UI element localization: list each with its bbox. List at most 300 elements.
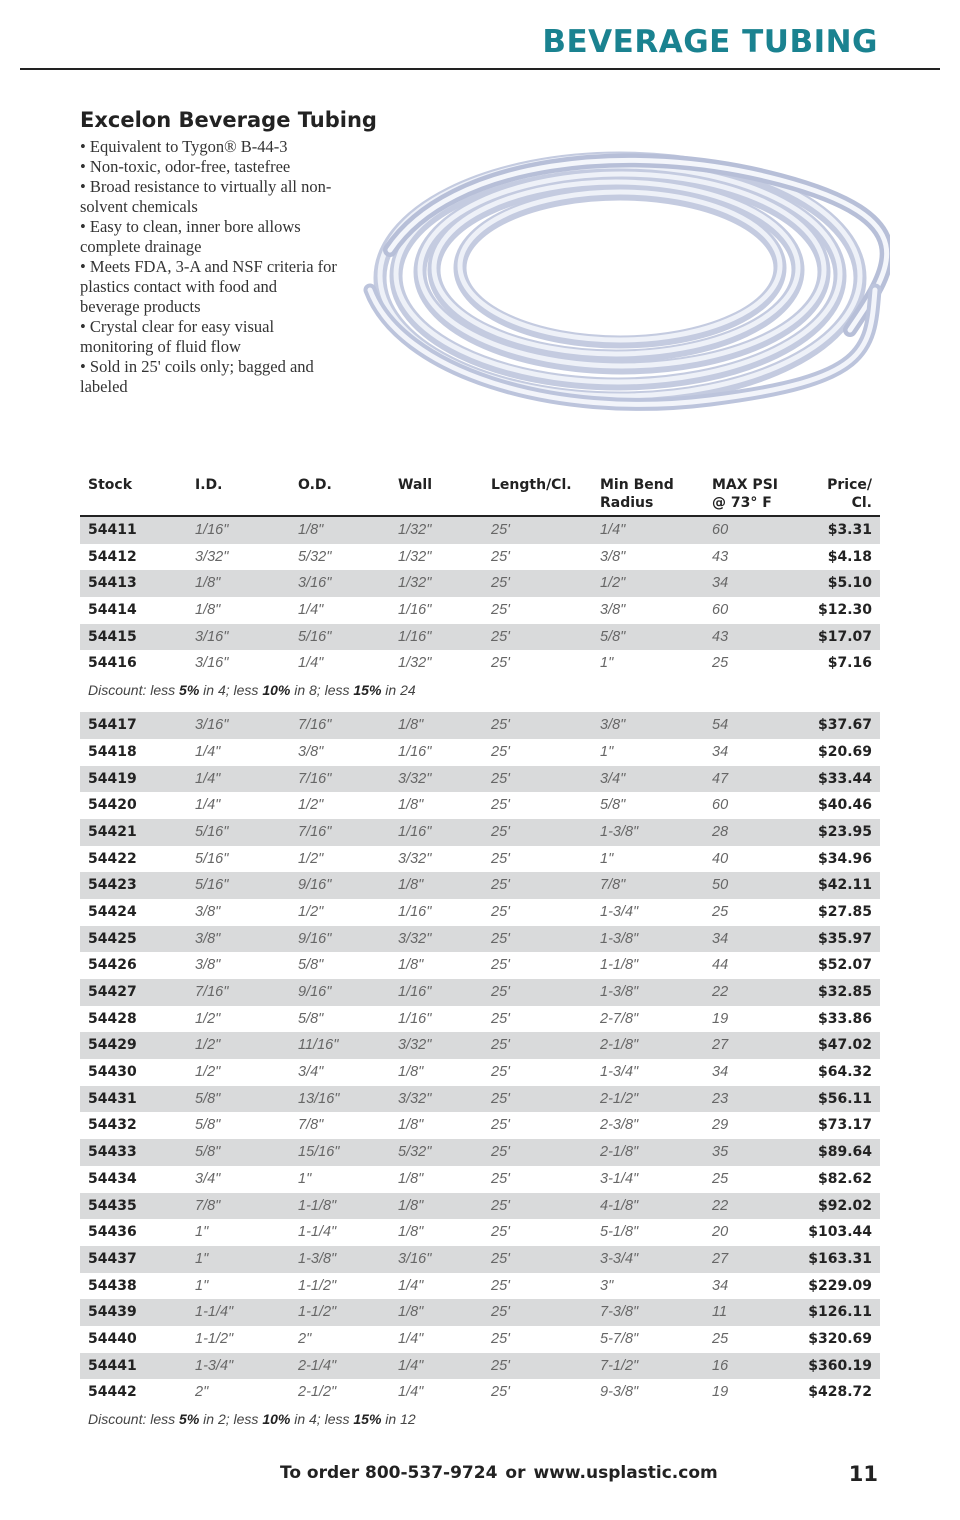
id-cell: 3/16"	[195, 628, 229, 645]
od-cell: 9/16"	[298, 930, 332, 947]
price-cell: $42.11	[817, 877, 872, 894]
order-info	[280, 1463, 718, 1483]
max-psi-cell: 27	[712, 1250, 729, 1267]
bend-radius-cell: 5/8"	[600, 797, 626, 814]
id-cell: 7/8"	[195, 1197, 221, 1214]
length-cell: 25'	[491, 850, 510, 867]
discount-note-1	[80, 677, 880, 705]
stock-cell: 54424	[88, 903, 137, 920]
feature-item: • Sold in 25' coils only; bagged and labeled	[80, 357, 314, 396]
bend-radius-cell: 1-3/8"	[600, 984, 639, 1000]
wall-cell: 1/8"	[398, 1197, 424, 1214]
price-cell: $92.02	[817, 1197, 872, 1214]
table-row	[80, 1086, 880, 1113]
od-cell: 1/2"	[298, 903, 324, 920]
id-cell: 5/16"	[195, 823, 229, 840]
feature-item: • Broad resistance to virtually all non-solvent chemicals	[80, 177, 332, 216]
discount-text: in 12	[381, 1411, 416, 1427]
wall-cell: 3/32"	[398, 930, 432, 947]
length-cell: 25'	[491, 522, 510, 538]
table-row	[80, 1059, 880, 1086]
id-cell: 1/8"	[195, 602, 221, 619]
max-psi-cell: 23	[712, 1090, 729, 1107]
wall-cell: 1/4"	[398, 1357, 424, 1374]
id-cell: 1/4"	[195, 797, 221, 814]
wall-cell: 1/4"	[398, 1277, 424, 1294]
length-cell: 25'	[491, 770, 510, 787]
length-cell: 25'	[491, 1250, 510, 1267]
bend-radius-cell: 2-3/8"	[600, 1117, 639, 1134]
stock-cell: 54417	[88, 717, 137, 734]
id-cell: 1-3/4"	[195, 1357, 234, 1374]
tubing-table	[80, 473, 880, 1434]
bend-radius-cell: 1-3/8"	[600, 823, 639, 840]
stock-cell: 54416	[88, 655, 137, 672]
title-rule	[20, 68, 940, 70]
max-psi-cell: 34	[712, 743, 729, 760]
col-length: Length/Cl.	[491, 477, 572, 493]
price-cell: $52.07	[817, 957, 872, 974]
max-psi-cell: 11	[712, 1304, 728, 1321]
table-row	[80, 1112, 880, 1139]
id-cell: 1"	[195, 1224, 209, 1241]
max-psi-cell: 29	[712, 1117, 729, 1134]
wall-cell: 1/16"	[398, 743, 432, 760]
wall-cell: 1/32"	[398, 548, 432, 565]
price-cell: $320.69	[808, 1330, 872, 1347]
length-cell: 25'	[491, 877, 510, 894]
discount-text: in 2; less	[199, 1411, 263, 1427]
stock-cell: 54412	[88, 548, 137, 565]
id-cell: 1"	[195, 1250, 209, 1267]
id-cell: 1/16"	[195, 522, 229, 538]
bend-radius-cell: 1-3/8"	[600, 930, 639, 947]
stock-cell: 54418	[88, 743, 137, 760]
length-cell: 25'	[491, 743, 510, 760]
id-cell: 7/16"	[195, 984, 229, 1000]
length-cell: 25'	[491, 797, 510, 814]
discount-percent: 5%	[179, 1411, 200, 1427]
stock-cell: 54430	[88, 1064, 137, 1081]
table-row	[80, 792, 880, 819]
wall-cell: 3/32"	[398, 770, 432, 787]
wall-cell: 3/32"	[398, 850, 432, 867]
stock-cell: 54429	[88, 1037, 137, 1054]
id-cell: 3/16"	[195, 717, 229, 734]
table-row	[80, 739, 880, 766]
wall-cell: 3/16"	[398, 1250, 432, 1267]
bend-radius-cell: 3/8"	[600, 548, 626, 565]
length-cell: 25'	[491, 930, 510, 947]
bend-radius-cell: 7/8"	[600, 877, 626, 894]
od-cell: 1-3/8"	[298, 1250, 337, 1267]
length-cell: 25'	[491, 984, 510, 1000]
max-psi-cell: 16	[712, 1357, 729, 1374]
col-price	[827, 476, 872, 512]
id-cell: 5/16"	[195, 877, 229, 894]
wall-cell: 5/32"	[398, 1144, 432, 1161]
length-cell: 25'	[491, 575, 510, 592]
price-cell: $47.02	[817, 1037, 872, 1054]
bend-radius-cell: 4-1/8"	[600, 1197, 639, 1214]
col-max-psi-line2: @ 73° F	[712, 495, 772, 511]
price-cell: $17.07	[817, 628, 872, 645]
table-row	[80, 1006, 880, 1033]
price-cell: $32.85	[817, 984, 872, 1000]
wall-cell: 1/8"	[398, 1064, 424, 1081]
max-psi-cell: 54	[712, 717, 729, 734]
od-cell: 1/2"	[298, 850, 324, 867]
table-row	[80, 517, 880, 544]
discount-text: in 8; less	[290, 682, 354, 699]
table-row	[80, 819, 880, 846]
length-cell: 25'	[491, 1357, 510, 1374]
bend-radius-cell: 1"	[600, 743, 614, 760]
price-cell: $27.85	[817, 903, 872, 920]
feature-item: • Meets FDA, 3-A and NSF criteria for plastics contact with food and beverage products	[80, 257, 337, 316]
wall-cell: 1/8"	[398, 957, 424, 974]
stock-cell: 54420	[88, 797, 137, 814]
website-link[interactable]: www.usplastic.com	[533, 1463, 718, 1483]
wall-cell: 1/16"	[398, 903, 432, 920]
bend-radius-cell: 1"	[600, 850, 614, 867]
max-psi-cell: 19	[712, 1010, 729, 1027]
od-cell: 13/16"	[298, 1090, 340, 1107]
id-cell: 1/4"	[195, 743, 221, 760]
max-psi-cell: 22	[712, 984, 729, 1000]
stock-cell: 54419	[88, 770, 137, 787]
od-cell: 5/32"	[298, 548, 332, 565]
discount-text: in 4; less	[199, 682, 263, 699]
bend-radius-cell: 1-3/4"	[600, 1064, 639, 1081]
wall-cell: 1/4"	[398, 1330, 424, 1347]
max-psi-cell: 43	[712, 628, 729, 645]
price-cell: $40.46	[817, 797, 872, 814]
bend-radius-cell: 9-3/8"	[600, 1384, 639, 1401]
discount-percent: 15%	[353, 682, 382, 699]
price-cell: $37.67	[817, 717, 872, 734]
bend-radius-cell: 1"	[600, 655, 614, 672]
price-cell: $5.10	[827, 575, 872, 592]
bend-radius-cell: 3"	[600, 1277, 614, 1294]
stock-cell: 54442	[88, 1384, 137, 1401]
table-row	[80, 624, 880, 651]
table-row	[80, 597, 880, 624]
price-cell: $3.31	[827, 522, 872, 538]
price-cell: $56.11	[817, 1090, 872, 1107]
page-title: BEVERAGE TUBING	[542, 24, 878, 60]
col-wall: Wall	[398, 477, 432, 493]
max-psi-cell: 25	[712, 1330, 729, 1347]
table-header	[80, 473, 880, 515]
wall-cell: 1/16"	[398, 984, 432, 1000]
discount-percent: 10%	[262, 682, 291, 699]
price-cell: $103.44	[808, 1224, 872, 1241]
od-cell: 5/8"	[298, 1010, 324, 1027]
length-cell: 25'	[491, 1144, 510, 1161]
discount-percent: 5%	[179, 682, 200, 699]
stock-cell: 54411	[88, 522, 137, 538]
max-psi-cell: 40	[712, 850, 729, 867]
length-cell: 25'	[491, 1197, 510, 1214]
wall-cell: 1/8"	[398, 877, 424, 894]
max-psi-cell: 60	[712, 602, 729, 619]
order-or: or	[505, 1463, 526, 1483]
discount-text: in 24	[381, 682, 416, 699]
bend-radius-cell: 3/8"	[600, 717, 626, 734]
length-cell: 25'	[491, 1117, 510, 1134]
feature-item: • Crystal clear for easy visual monitoring of fluid flow	[80, 317, 275, 356]
feature-list	[80, 137, 338, 397]
table-row	[80, 1193, 880, 1220]
table-row	[80, 1166, 880, 1193]
length-cell: 25'	[491, 717, 510, 734]
id-cell: 1/2"	[195, 1010, 221, 1027]
wall-cell: 3/32"	[398, 1037, 432, 1054]
wall-cell: 1/32"	[398, 522, 432, 538]
length-cell: 25'	[491, 1090, 510, 1107]
col-max-psi	[712, 476, 778, 512]
wall-cell: 1/32"	[398, 575, 432, 592]
bend-radius-cell: 5/8"	[600, 628, 626, 645]
discount-note-2	[80, 1406, 880, 1434]
length-cell: 25'	[491, 1170, 510, 1187]
wall-cell: 1/16"	[398, 1010, 432, 1027]
bend-radius-cell: 5-1/8"	[600, 1224, 639, 1241]
stock-cell: 54425	[88, 930, 137, 947]
max-psi-cell: 25	[712, 903, 729, 920]
bend-radius-cell: 5-7/8"	[600, 1330, 639, 1347]
max-psi-cell: 50	[712, 877, 729, 894]
max-psi-cell: 34	[712, 930, 729, 947]
od-cell: 11/16"	[298, 1037, 339, 1054]
discount-percent: 15%	[353, 1411, 382, 1427]
id-cell: 5/8"	[195, 1144, 221, 1161]
max-psi-cell: 34	[712, 575, 729, 592]
discount-text: Discount: less	[88, 682, 180, 699]
id-cell: 3/4"	[195, 1170, 221, 1187]
price-cell: $4.18	[827, 548, 872, 565]
od-cell: 9/16"	[298, 984, 332, 1000]
table-row	[80, 1273, 880, 1300]
stock-cell: 54414	[88, 602, 137, 619]
wall-cell: 1/8"	[398, 797, 424, 814]
bend-radius-cell: 2-7/8"	[600, 1010, 639, 1027]
wall-cell: 1/16"	[398, 602, 432, 619]
length-cell: 25'	[491, 1224, 510, 1241]
od-cell: 1-1/2"	[298, 1277, 337, 1294]
od-cell: 5/16"	[298, 628, 332, 645]
table-row	[80, 544, 880, 571]
price-cell: $229.09	[808, 1277, 872, 1294]
price-cell: $33.44	[817, 770, 872, 787]
id-cell: 3/8"	[195, 903, 221, 920]
od-cell: 1"	[298, 1170, 312, 1187]
id-cell: 1/4"	[195, 770, 221, 787]
max-psi-cell: 34	[712, 1277, 729, 1294]
max-psi-cell: 34	[712, 1064, 729, 1081]
od-cell: 15/16"	[298, 1144, 340, 1161]
table-row	[80, 926, 880, 953]
wall-cell: 1/32"	[398, 655, 432, 672]
stock-cell: 54421	[88, 823, 137, 840]
feature-item: • Easy to clean, inner bore allows complete drainage	[80, 217, 301, 256]
id-cell: 1"	[195, 1277, 209, 1294]
max-psi-cell: 44	[712, 957, 729, 974]
od-cell: 1-1/4"	[298, 1224, 337, 1241]
od-cell: 3/4"	[298, 1064, 324, 1081]
stock-cell: 54439	[88, 1304, 137, 1321]
stock-cell: 54435	[88, 1197, 137, 1214]
table-row	[80, 1246, 880, 1273]
table-row	[80, 766, 880, 793]
col-min-bend-line1: Min Bend	[600, 477, 674, 493]
feature-item: • Equivalent to Tygon® B-44-3	[80, 137, 288, 156]
price-cell: $73.17	[817, 1117, 872, 1134]
stock-cell: 54438	[88, 1277, 137, 1294]
table-row	[80, 899, 880, 926]
price-cell: $360.19	[808, 1357, 872, 1374]
table-row	[80, 712, 880, 739]
bend-radius-cell: 2-1/8"	[600, 1037, 639, 1054]
id-cell: 2"	[195, 1384, 209, 1401]
length-cell: 25'	[491, 1384, 510, 1401]
stock-cell: 54441	[88, 1357, 137, 1374]
stock-cell: 54413	[88, 575, 137, 592]
id-cell: 1/2"	[195, 1037, 221, 1054]
od-cell: 9/16"	[298, 877, 332, 894]
table-row	[80, 846, 880, 873]
length-cell: 25'	[491, 957, 510, 974]
price-cell: $82.62	[817, 1170, 872, 1187]
table-row	[80, 979, 880, 1006]
bend-radius-cell: 3/4"	[600, 770, 626, 787]
wall-cell: 1/16"	[398, 628, 432, 645]
col-min-bend-line2: Radius	[600, 495, 654, 511]
price-cell: $23.95	[817, 823, 872, 840]
length-cell: 25'	[491, 1330, 510, 1347]
bend-radius-cell: 3-1/4"	[600, 1170, 639, 1187]
table-row	[80, 952, 880, 979]
stock-cell: 54422	[88, 850, 137, 867]
od-cell: 2-1/4"	[298, 1357, 337, 1374]
discount-percent: 10%	[262, 1411, 291, 1427]
stock-cell: 54436	[88, 1224, 137, 1241]
od-cell: 2-1/2"	[298, 1384, 337, 1401]
od-cell: 7/16"	[298, 717, 332, 734]
wall-cell: 1/8"	[398, 1224, 424, 1241]
od-cell: 7/16"	[298, 823, 332, 840]
table-row	[80, 650, 880, 677]
price-cell: $89.64	[817, 1144, 872, 1161]
table-row	[80, 1219, 880, 1246]
price-cell: $34.96	[817, 850, 872, 867]
bend-radius-cell: 1/2"	[600, 575, 626, 592]
od-cell: 1/2"	[298, 797, 324, 814]
stock-cell: 54434	[88, 1170, 137, 1187]
price-cell: $20.69	[817, 743, 872, 760]
discount-text: Discount: less	[88, 1411, 180, 1427]
length-cell: 25'	[491, 655, 510, 672]
max-psi-cell: 22	[712, 1197, 729, 1214]
max-psi-cell: 25	[712, 655, 729, 672]
max-psi-cell: 25	[712, 1170, 729, 1187]
price-cell: $12.30	[817, 602, 872, 619]
stock-cell: 54427	[88, 984, 137, 1000]
id-cell: 5/8"	[195, 1090, 221, 1107]
od-cell: 1-1/8"	[298, 1197, 337, 1214]
col-id: I.D.	[195, 477, 223, 493]
table-row	[80, 872, 880, 899]
max-psi-cell: 20	[712, 1224, 729, 1241]
table-row	[80, 1326, 880, 1353]
id-cell: 3/8"	[195, 930, 221, 947]
table-group-2	[80, 712, 880, 1406]
price-cell: $428.72	[808, 1384, 872, 1401]
col-min-bend	[600, 476, 674, 512]
bend-radius-cell: 1-1/8"	[600, 957, 639, 974]
wall-cell: 1/8"	[398, 1304, 424, 1321]
length-cell: 25'	[491, 628, 510, 645]
stock-cell: 54433	[88, 1144, 137, 1161]
stock-cell: 54431	[88, 1090, 137, 1107]
stock-cell: 54428	[88, 1010, 137, 1027]
od-cell: 1/4"	[298, 655, 324, 672]
max-psi-cell: 47	[712, 770, 729, 787]
od-cell: 1-1/2"	[298, 1304, 337, 1321]
max-psi-cell: 27	[712, 1037, 729, 1054]
col-price-line1: Price/	[827, 477, 872, 493]
feature-item: • Non-toxic, odor-free, tastefree	[80, 157, 291, 176]
max-psi-cell: 60	[712, 522, 729, 538]
stock-cell: 54415	[88, 628, 137, 645]
product-heading: Excelon Beverage Tubing	[80, 108, 377, 132]
order-phone: To order 800-537-9724	[280, 1463, 498, 1483]
price-cell: $163.31	[808, 1250, 872, 1267]
stock-cell: 54426	[88, 957, 137, 974]
length-cell: 25'	[491, 1037, 510, 1054]
id-cell: 1/8"	[195, 575, 221, 592]
length-cell: 25'	[491, 1010, 510, 1027]
length-cell: 25'	[491, 1277, 510, 1294]
col-od: O.D.	[298, 477, 332, 493]
length-cell: 25'	[491, 823, 510, 840]
id-cell: 3/16"	[195, 655, 229, 672]
wall-cell: 1/4"	[398, 1384, 424, 1401]
price-cell: $35.97	[817, 930, 872, 947]
max-psi-cell: 60	[712, 797, 729, 814]
price-cell: $33.86	[817, 1010, 872, 1027]
wall-cell: 1/16"	[398, 823, 432, 840]
id-cell: 3/8"	[195, 957, 221, 974]
id-cell: 5/16"	[195, 850, 229, 867]
bend-radius-cell: 3-3/4"	[600, 1250, 639, 1267]
max-psi-cell: 28	[712, 823, 729, 840]
col-max-psi-line1: MAX PSI	[712, 477, 778, 493]
page-number: 11	[848, 1462, 878, 1486]
table-group-1	[80, 517, 880, 677]
od-cell: 7/16"	[298, 770, 332, 787]
table-row	[80, 570, 880, 597]
table-row	[80, 1299, 880, 1326]
bend-radius-cell: 2-1/2"	[600, 1090, 639, 1107]
length-cell: 25'	[491, 1064, 510, 1081]
wall-cell: 3/32"	[398, 1090, 432, 1107]
id-cell: 5/8"	[195, 1117, 221, 1134]
length-cell: 25'	[491, 548, 510, 565]
stock-cell: 54437	[88, 1250, 137, 1267]
bend-radius-cell: 1-3/4"	[600, 903, 639, 920]
